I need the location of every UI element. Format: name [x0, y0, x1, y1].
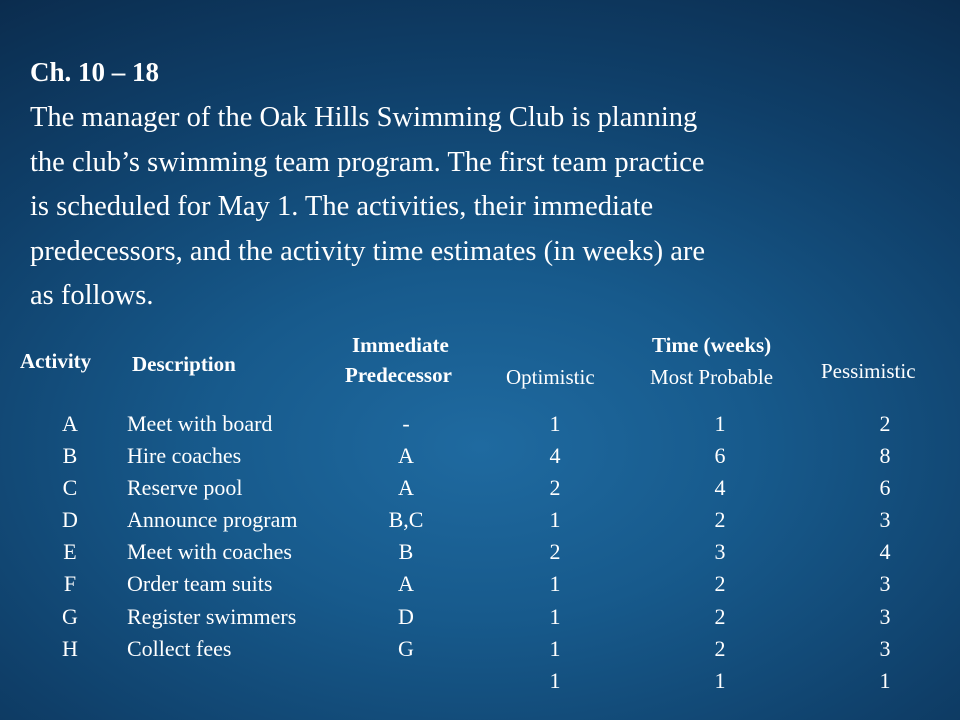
- pessimistic-cell: 3: [879, 571, 891, 597]
- pessimistic-cell: 2: [879, 411, 891, 436]
- activity-cell: H: [62, 635, 78, 661]
- description-cell: Meet with board: [127, 411, 273, 436]
- header-optimistic: Optimistic: [506, 365, 595, 389]
- pessimistic-cell: 3: [879, 635, 891, 661]
- header-description: Description: [132, 352, 236, 376]
- activity-cell: E: [63, 539, 77, 565]
- header-predecessor-line2: Predecessor: [345, 363, 452, 387]
- activity-cell: D: [62, 507, 78, 533]
- predecessor-cell: A: [398, 443, 414, 469]
- description-cell: Reserve pool: [127, 475, 243, 501]
- most-probable-cell: 1: [714, 667, 726, 693]
- activity-cell: B: [62, 443, 78, 469]
- most-probable-cell: 3: [714, 539, 726, 565]
- problem-line: predecessors, and the activity time estimates (in weeks) are: [30, 235, 706, 267]
- optimistic-cell: 1: [549, 635, 561, 661]
- description-cell: Meet with coaches: [127, 539, 292, 565]
- problem-line: is scheduled for May 1. The activities, their immediate: [30, 191, 654, 222]
- slide-heading: Ch. 10 – 18: [30, 57, 160, 87]
- problem-line: as follows.: [30, 280, 154, 311]
- description-cell: Register swimmers: [127, 603, 297, 629]
- pessimistic-cell: 3: [879, 507, 891, 533]
- most-probable-cell: 4: [714, 475, 726, 501]
- predecessor-cell: B,C: [388, 507, 424, 533]
- optimistic-cell: 1: [549, 507, 561, 533]
- description-cell: Collect fees: [127, 635, 232, 661]
- most-probable-cell: 6: [714, 443, 726, 469]
- optimistic-cell: 1: [549, 411, 561, 436]
- column-predecessor: [376, 408, 436, 665]
- header-activity: Activity: [20, 349, 92, 373]
- pessimistic-cell: 4: [879, 539, 891, 565]
- pessimistic-cell: 8: [879, 443, 891, 469]
- predecessor-cell: B: [398, 539, 414, 565]
- activity-cell: A: [62, 411, 78, 436]
- pessimistic-cell: 6: [879, 475, 891, 501]
- predecessor-cell: A: [398, 475, 414, 501]
- optimistic-cell: 1: [549, 667, 561, 693]
- column-most-probable: [690, 408, 750, 697]
- description-cell: Announce program: [127, 507, 298, 533]
- predecessor-cell: D: [398, 603, 414, 629]
- problem-line: the club’s swimming team program. The first team practice: [30, 146, 705, 178]
- activity-cell: G: [62, 603, 78, 629]
- most-probable-cell: 1: [714, 411, 726, 436]
- description-cell: Hire coaches: [127, 443, 242, 469]
- problem-statement: [30, 96, 930, 319]
- header-pessimistic: Pessimistic: [821, 359, 916, 383]
- pessimistic-cell: 3: [879, 603, 891, 629]
- activity-cell: C: [62, 475, 78, 501]
- header-predecessor-line1: Immediate: [352, 333, 449, 357]
- most-probable-cell: 2: [714, 571, 726, 597]
- optimistic-cell: 2: [549, 475, 561, 501]
- most-probable-cell: 2: [714, 635, 726, 661]
- pessimistic-cell: 1: [879, 667, 891, 693]
- most-probable-cell: 2: [714, 603, 726, 629]
- most-probable-cell: 2: [714, 507, 726, 533]
- header-time-group: Time (weeks): [652, 333, 772, 357]
- optimistic-cell: 1: [549, 603, 561, 629]
- column-optimistic: [525, 408, 585, 697]
- predecessor-cell: G: [398, 635, 414, 661]
- optimistic-cell: 2: [549, 539, 561, 565]
- activity-cell: F: [63, 571, 77, 597]
- column-activity: [40, 408, 100, 665]
- optimistic-cell: 1: [549, 571, 561, 597]
- optimistic-cell: 4: [549, 443, 561, 469]
- header-most-probable: Most Probable: [650, 365, 774, 389]
- column-pessimistic: [855, 408, 915, 697]
- column-description: [127, 408, 357, 665]
- predecessor-cell: A: [398, 571, 414, 597]
- predecessor-cell: -: [402, 411, 410, 436]
- description-cell: Order team suits: [127, 571, 273, 597]
- problem-line: The manager of the Oak Hills Swimming Club is planning: [30, 102, 698, 133]
